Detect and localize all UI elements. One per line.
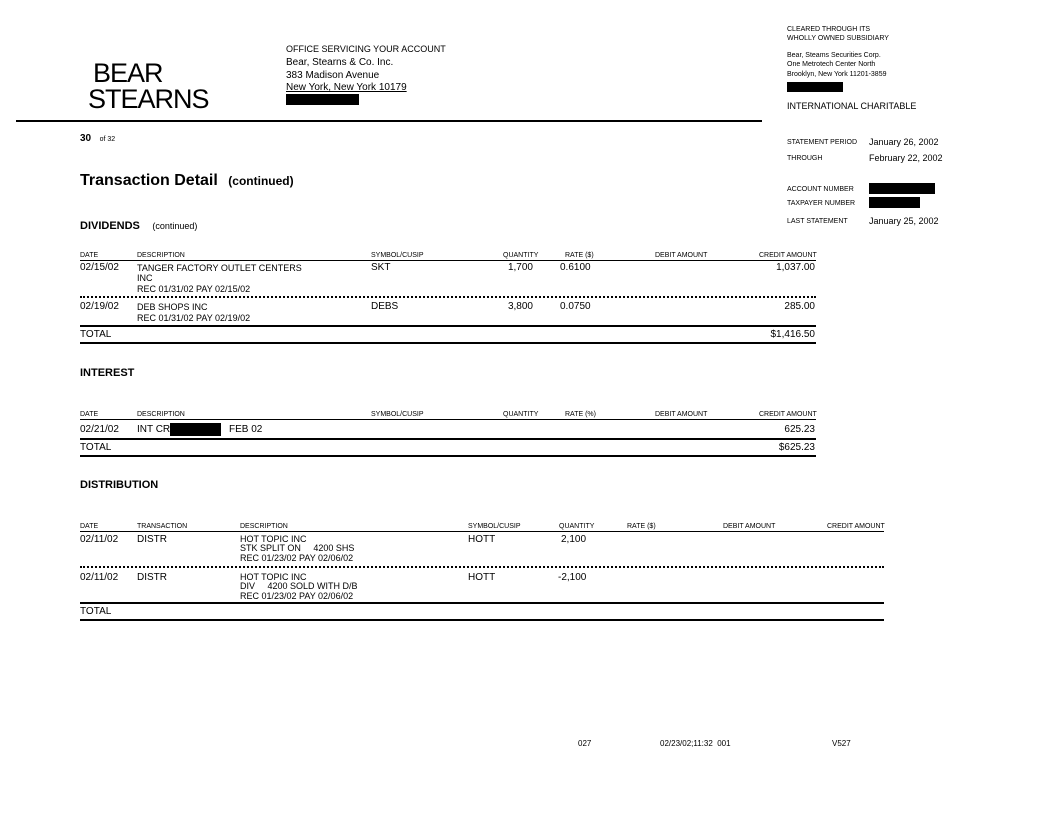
logo-line-1: BEAR [93, 58, 163, 88]
redacted-block [787, 82, 843, 92]
col-credit: CREDIT AMOUNT [759, 252, 817, 259]
table-header-rule [80, 531, 884, 532]
table-row-date: 02/11/02 [80, 572, 119, 583]
dividends-sub: (continued) [152, 221, 198, 231]
table-row-credit: 1,037.00 [776, 262, 815, 273]
through-label: THROUGH [787, 155, 823, 162]
table-row-symbol: SKT [371, 262, 391, 273]
redacted-taxpayer-number [869, 197, 920, 208]
office-street: 383 Madison Avenue [286, 70, 380, 81]
through-value: February 22, 2002 [869, 153, 943, 163]
col-rate: RATE ($) [627, 523, 656, 530]
col-quantity: QUANTITY [503, 411, 539, 418]
dividends-title: DIVIDENDS [80, 220, 140, 232]
footer-version: V527 [832, 739, 851, 748]
total-value: $1,416.50 [770, 329, 815, 340]
table-row-date: 02/11/02 [80, 534, 119, 545]
statement-period-label: STATEMENT PERIOD [787, 139, 858, 146]
footer-timestamp: 02/23/02;11:32 001 [660, 739, 731, 748]
col-rate: RATE (%) [565, 411, 596, 418]
table-row-symbol: DEBS [371, 301, 399, 312]
clearing-line-2: WHOLLY OWNED SUBSIDIARY [787, 35, 889, 42]
table-row-credit: 625.23 [784, 424, 815, 435]
col-transaction: TRANSACTION [137, 523, 188, 530]
table-row-desc: DIV 4200 SOLD WITH D/B [240, 581, 358, 591]
total-label: TOTAL [80, 606, 112, 617]
col-symbol: SYMBOL/CUSIP [371, 411, 424, 418]
table-row-quantity: 3,800 [507, 301, 533, 312]
clearing-city: Brooklyn, New York 11201-3859 [787, 71, 887, 78]
total-bottom-rule [80, 455, 816, 457]
col-debit: DEBIT AMOUNT [655, 252, 708, 259]
account-number-label: ACCOUNT NUMBER [787, 186, 854, 193]
col-description: DESCRIPTION [240, 523, 288, 530]
page-number: 30 [80, 133, 92, 144]
taxpayer-number-label: TAXPAYER NUMBER [787, 200, 856, 207]
table-row-date: 02/15/02 [80, 262, 119, 273]
total-value: $625.23 [778, 442, 815, 453]
table-row-desc: DEB SHOPS INC [137, 302, 208, 312]
redacted-account-number [869, 183, 935, 194]
total-bottom-rule [80, 619, 884, 621]
total-top-rule [80, 438, 816, 440]
distribution-heading: DISTRIBUTION [80, 479, 159, 491]
office-name: Bear, Stearns & Co. Inc. [286, 57, 394, 68]
col-symbol: SYMBOL/CUSIP [371, 252, 424, 259]
table-row-desc: HOT TOPIC INC [240, 534, 307, 544]
table-row-credit: 285.00 [784, 301, 815, 312]
table-row-quantity: 2,100 [561, 534, 587, 545]
office-heading: OFFICE SERVICING YOUR ACCOUNT [286, 44, 446, 54]
col-credit: CREDIT AMOUNT [827, 523, 885, 530]
row-separator [80, 566, 884, 568]
table-row-rate: 0.0750 [560, 301, 591, 312]
table-row-desc: REC 01/31/02 PAY 02/19/02 [137, 313, 251, 323]
col-date: DATE [80, 252, 99, 259]
col-date: DATE [80, 411, 99, 418]
table-header-rule [80, 419, 816, 420]
dividends-heading [80, 216, 197, 234]
table-row-desc: INT CR [137, 424, 171, 435]
table-row-desc: STK SPLIT ON 4200 SHS [240, 543, 355, 553]
table-row-symbol: HOTT [468, 534, 496, 545]
table-row-desc: REC 01/23/02 PAY 02/06/02 [240, 591, 354, 601]
col-credit: CREDIT AMOUNT [759, 411, 817, 418]
table-row-desc: INC [137, 273, 153, 283]
header-rule [16, 120, 762, 122]
table-row-transaction: DISTR [137, 534, 167, 545]
table-row-quantity: -2,100 [558, 572, 587, 583]
col-date: DATE [80, 523, 99, 530]
table-row-desc: FEB 02 [229, 424, 263, 435]
row-separator [80, 296, 816, 298]
col-symbol: SYMBOL/CUSIP [468, 523, 521, 530]
col-debit: DEBIT AMOUNT [723, 523, 776, 530]
total-top-rule [80, 325, 816, 327]
page-of: of 32 [99, 136, 116, 143]
clearing-name: Bear, Steams Securities Corp. [787, 52, 881, 59]
clearing-street: One Metrotech Center North [787, 61, 876, 68]
col-quantity: QUANTITY [559, 523, 595, 530]
statement-period-value: January 26, 2002 [869, 137, 939, 147]
col-description: DESCRIPTION [137, 411, 185, 418]
table-row-symbol: HOTT [468, 572, 496, 583]
table-row-desc: REC 01/31/02 PAY 02/15/02 [137, 284, 251, 294]
total-bottom-rule [80, 342, 816, 344]
bear-stearns-logo [88, 60, 209, 112]
total-label: TOTAL [80, 442, 112, 453]
table-row-desc: HOT TOPIC INC [240, 572, 307, 582]
footer-code: 027 [578, 739, 592, 748]
page-indicator [80, 128, 115, 146]
table-row-transaction: DISTR [137, 572, 167, 583]
col-debit: DEBIT AMOUNT [655, 411, 708, 418]
interest-heading: INTEREST [80, 367, 135, 379]
redacted-block [286, 94, 359, 105]
page-title [80, 172, 294, 190]
last-statement-value: January 25, 2002 [869, 216, 939, 226]
table-header-rule [80, 260, 816, 261]
redacted-block [170, 423, 221, 436]
table-row-desc: TANGER FACTORY OUTLET CENTERS [137, 263, 302, 273]
total-top-rule [80, 602, 884, 604]
col-quantity: QUANTITY [503, 252, 539, 259]
table-row-date: 02/19/02 [80, 301, 119, 312]
table-row-desc: REC 01/23/02 PAY 02/06/02 [240, 553, 354, 563]
table-row-quantity: 1,700 [507, 262, 533, 273]
table-row-rate: 0.6100 [560, 262, 591, 273]
clearing-line-1: CLEARED THROUGH ITS [787, 26, 871, 33]
last-statement-label: LAST STATEMENT [787, 218, 848, 225]
office-city: New York, New York 10179 [286, 82, 407, 93]
title-main: Transaction Detail [80, 172, 218, 189]
table-row-date: 02/21/02 [80, 424, 119, 435]
title-sub: (continued) [228, 174, 294, 188]
col-description: DESCRIPTION [137, 252, 185, 259]
col-rate: RATE ($) [565, 252, 594, 259]
total-label: TOTAL [80, 329, 112, 340]
account-name: INTERNATIONAL CHARITABLE [787, 101, 917, 111]
logo-line-2: STEARNS [88, 84, 209, 114]
